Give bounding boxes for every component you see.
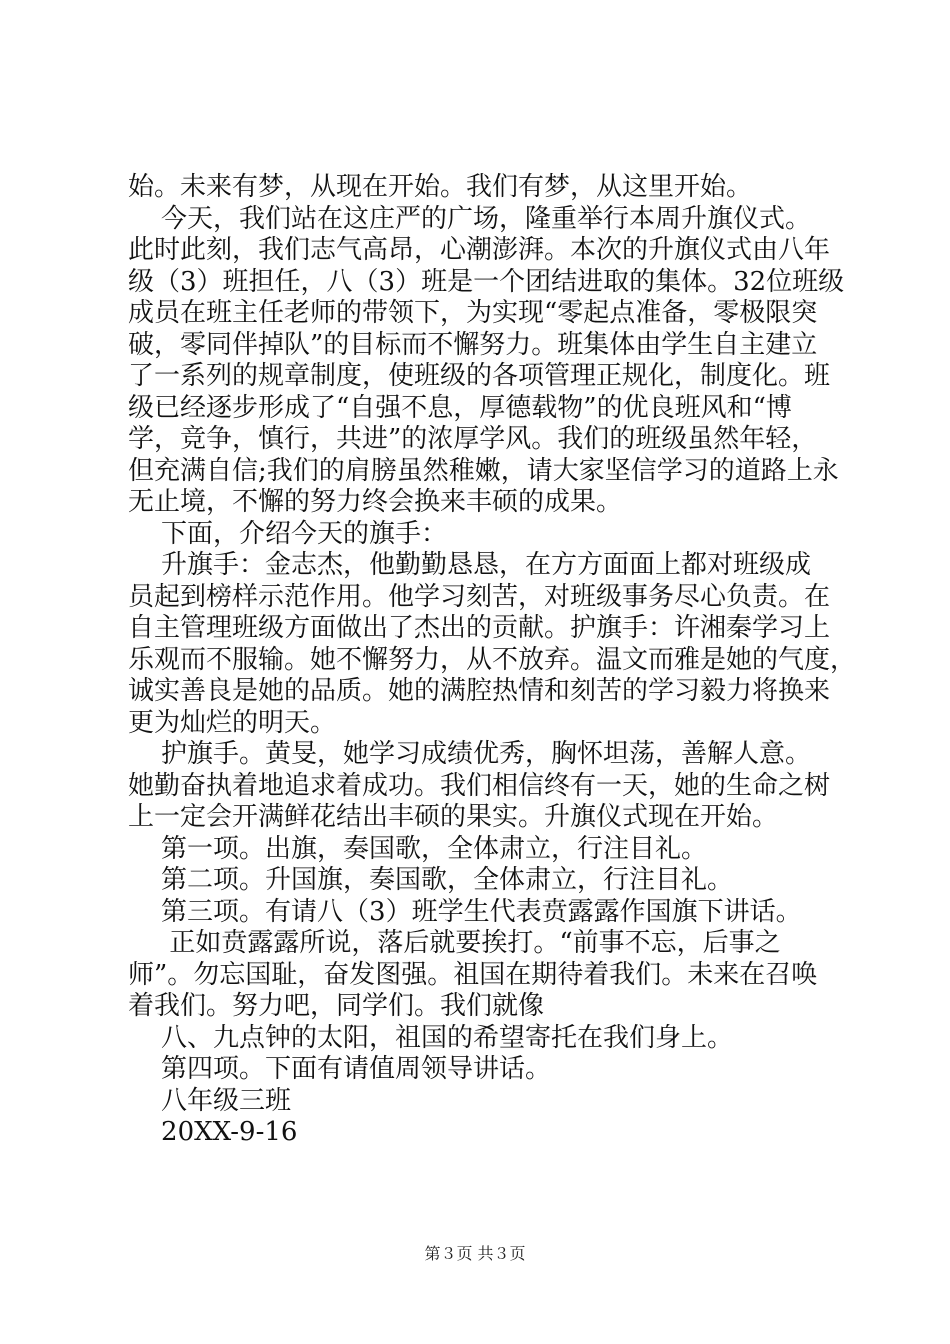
text-line: 诚实善良是她的品质。她的满腔热情和刻苦的学习毅力将换来: [128, 676, 831, 706]
text-line: 无止境，不懈的努力终会换来丰硕的成果。: [128, 487, 623, 517]
text-line: 第四项。下面有请值周领导讲话。: [128, 1054, 552, 1084]
text-line: 乐观而不服输。她不懈努力，从不放弃。温文而雅是她的气度，: [128, 644, 857, 675]
text-line: 自主管理班级方面做出了杰出的贡献。护旗手：许湘秦学习上: [128, 613, 831, 643]
text-line: 上一定会开满鲜花结出丰硕的果实。升旗仪式现在开始。: [128, 802, 779, 832]
text-line: 级已经逐步形成了“自强不息，厚德载物”的优良班风和“博: [128, 392, 792, 423]
text-line: 八、九点钟的太阳，祖国的希望寄托在我们身上。: [128, 1022, 734, 1053]
text-line: 更为灿烂的明天。: [128, 707, 337, 738]
text-line: 破，零同伴掉队”的目标而不懈努力。班集体由学生自主建立: [128, 329, 818, 360]
text-line: 第一项。出旗，奏国歌，全体肃立，行注目礼。: [128, 833, 708, 864]
text-line: 了一系列的规章制度，使班级的各项管理正规化，制度化。班: [128, 361, 831, 391]
page-number-footer: 第３页 共３页: [424, 1244, 526, 1263]
document-body: [128, 172, 857, 1149]
text-line: 八年级三班: [128, 1085, 292, 1116]
text-line: 此时此刻，我们志气高昂，心潮澎湃。本次的升旗仪式由八年: [128, 235, 831, 265]
text-line: 学，竞争，慎行，共进”的浓厚学风。我们的班级虽然年轻，: [128, 424, 818, 454]
text-line: 下面，介绍今天的旗手：: [128, 518, 448, 549]
text-line: 级（3）班担任，八（3）班是一个团结进取的集体。32位班级: [128, 266, 845, 297]
text-line: 师”。勿忘国耻，奋发图强。祖国在期待着我们。未来在召唤: [128, 959, 818, 990]
text-line: 始。未来有梦，从现在开始。我们有梦，从这里开始。: [128, 172, 753, 202]
text-line: 成员在班主任老师的带领下，为实现“零起点准备，零极限突: [128, 298, 818, 328]
text-line: 第三项。有请八（3）班学生代表贲露露作国旗下讲话。: [128, 896, 802, 927]
text-line: 第二项。升国旗，奏国歌，全体肃立，行注目礼。: [128, 865, 734, 895]
text-line: 着我们。努力吧，同学们。我们就像: [128, 991, 545, 1021]
text-line: 20XX-9-16: [128, 1117, 298, 1147]
text-line: 今天，我们站在这庄严的广场，隆重举行本周升旗仪式。: [128, 203, 812, 234]
text-line: 护旗手。黄旻，她学习成绩优秀，胸怀坦荡，善解人意。: [128, 739, 812, 769]
text-line: 升旗手：金志杰，他勤勤恳恳，在方方面面上都对班级成: [128, 550, 812, 580]
text-line: 但充满自信;我们的肩膀虽然稚嫩，请大家坚信学习的道路上永: [128, 455, 839, 486]
text-line: 员起到榜样示范作用。他学习刻苦，对班级事务尽心负责。在: [128, 581, 831, 612]
text-line: 正如贲露露所说，落后就要挨打。“前事不忘，后事之: [128, 928, 781, 958]
text-line: 她勤奋执着地追求着成功。我们相信终有一天，她的生命之树: [128, 770, 831, 801]
